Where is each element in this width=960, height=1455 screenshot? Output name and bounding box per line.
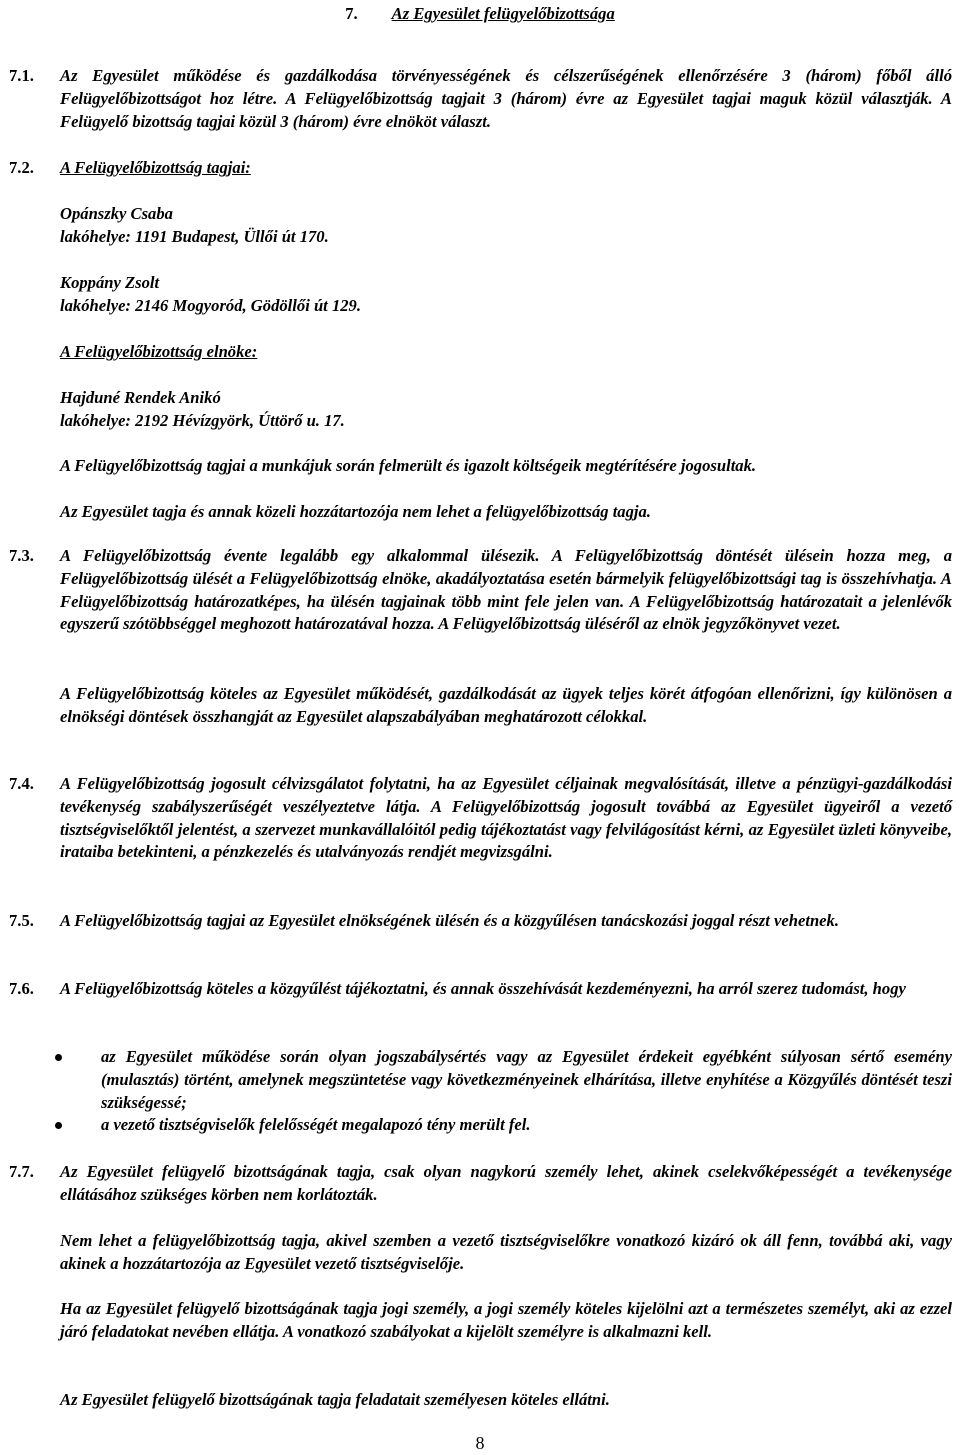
member-address: lakóhelye: 2146 Mogyoród, Gödöllői út 129. [60, 295, 361, 315]
section-number: 7.6. [9, 979, 34, 998]
member-name: Koppány Zsolt [60, 273, 160, 292]
paragraph-relatives [9, 501, 952, 524]
section-number: 7.4. [9, 774, 34, 793]
section-number: 7.2. [9, 158, 34, 177]
section-text: A Felügyelőbizottság évente legalább egy alkalommal ülésezik. A Felügyelőbizottság döntését ülésein hozza meg, a Felügyelőbizottság ülését a Felügyelőbizottság elnöke, akadályoztatása esetén bármelyik felügyelőbizottsági tag is összehívhatja. A Felügyelőbizottság határozatképes, ha ülésén tagjainak több mint fele jelen van. A Felügyelőbizottság határozatait a jelenlévők egyszerű szótöbbséggel meghozott határozatával hozza. A Felügyelőbizottság üléséről az elnök jegyzőkönyvet vezet. [60, 546, 952, 634]
section-number: 7.1. [9, 66, 34, 85]
section-7-4 [9, 773, 952, 864]
paragraph-personal [9, 1389, 952, 1412]
section-number: 7.5. [9, 911, 34, 930]
chapter-number: 7. [345, 4, 358, 23]
section-text: A Felügyelőbizottság tagjai az Egyesület elnökségének ülésén és a közgyűlésen tanácskozási joggal részt vehetnek. [60, 911, 839, 930]
section-7-1 [9, 65, 952, 133]
chapter-heading [0, 3, 960, 26]
member-2 [9, 272, 952, 318]
section-text: A Felügyelőbizottság köteles a közgyűlést tájékoztatni, és annak összehívását kezdeményezni, ha arról szerez tudomást, hogy [60, 979, 906, 998]
chair-name: Hajduné Rendek Anikó [60, 388, 221, 407]
list-item-text: a vezető tisztségviselők felelősségét megalapozó tény merült fel. [101, 1115, 531, 1135]
paragraph-text: Nem lehet a felügyelőbizottság tagja, akivel szemben a vezető tisztségviselőkre vonatkozó kizáró ok áll fenn, továbbá aki, vagy akinek a hozzátartozója az Egyesület vezető tisztségviselője. [60, 1231, 952, 1273]
bullet-icon [55, 1122, 62, 1129]
paragraph-text: A Felügyelőbizottság tagjai a munkájuk során felmerült és igazolt költségeik megtérítésére jogosultak. [60, 456, 757, 475]
section-text: Az Egyesület működése és gazdálkodása törvényességének és célszerűségének ellenőrzésére 3 (három) főből álló Felügyelőbizottságot hoz létre. A Felügyelőbizottság tagjait 3 (három) évre az Egyesület tagjai maguk közül választják. A Felügyelő bizottság tagjai közül 3 (három) évre elnököt választ. [60, 66, 952, 131]
member-1 [9, 203, 952, 249]
section-7-5 [9, 910, 952, 933]
list-item-text: az Egyesület működése során olyan jogszabálysértés vagy az Egyesület érdekeit egyébként súlyosan sértő esemény (mulasztás) történt, amelynek megszüntetése vagy következményeinek elhárítása, illetve enyhítése a Közgyűlés döntését teszi szükségessé; [101, 1047, 952, 1112]
paragraph-text: A Felügyelőbizottság köteles az Egyesület működését, gazdálkodását az ügyek teljes körét átfogóan ellenőrizni, így különösen a elnökségi döntések összhangját az Egyesület alapszabályában meghatározott célokkal. [60, 684, 952, 726]
bullet-list [55, 1046, 952, 1137]
members-title: A Felügyelőbizottság tagjai: [60, 158, 251, 177]
paragraph-text: Az Egyesület felügyelő bizottságának tagja feladatait személyesen köteles ellátni. [60, 1390, 610, 1409]
member-name: Opánszky Csaba [60, 204, 173, 223]
page-number: 8 [475, 1433, 485, 1453]
paragraph-supervision [9, 683, 952, 729]
list-item [55, 1046, 952, 1114]
chair-title-block [9, 341, 952, 364]
list-item [55, 1114, 952, 1137]
section-text: A Felügyelőbizottság jogosult célvizsgálatot folytatni, ha az Egyesület céljainak megvalósítását, illetve a pénzügyi-gazdálkodási tevékenység szabályszerűségét veszélyeztetve látja. A Felügyelőbizottság jogosult továbbá az Egyesület ügyeiről a vezető tisztségviselőktől jelentést, a szervezet munkavállalóitól pedig tájékoztatást vagy felvilágosítást kérni, az Egyesület üzleti könyveibe, irataiba betekinteni, a pénzkezelés és utalványozás rendjét megvizsgálni. [60, 774, 952, 862]
chapter-title: Az Egyesület felügyelőbizottsága [391, 4, 615, 23]
section-7-3 [9, 545, 952, 636]
paragraph-legal-person [9, 1298, 952, 1344]
chair-title: A Felügyelőbizottság elnöke: [60, 342, 258, 361]
paragraph-text: Az Egyesület tagja és annak közeli hozzátartozója nem lehet a felügyelőbizottság tagja. [60, 502, 651, 521]
paragraph-exclusion [9, 1230, 952, 1276]
section-7-7 [9, 1161, 952, 1207]
section-text: Az Egyesület felügyelő bizottságának tagja, csak olyan nagykorú személy lehet, akinek cselekvőképességét a tevékenysége ellátásához szükséges körben nem korlátozták. [60, 1162, 952, 1204]
paragraph-text: Ha az Egyesület felügyelő bizottságának tagja jogi személy, a jogi személy köteles kijelölni azt a természetes személyt, aki az ezzel járó feladatokat nevében ellátja. A vonatkozó szabályokat a kijelölt személyre is alkalmazni kell. [60, 1299, 952, 1341]
section-number: 7.7. [9, 1162, 34, 1181]
chair-address: lakóhelye: 2192 Hévízgyörk, Úttörő u. 17. [60, 410, 345, 430]
bullet-icon [55, 1054, 62, 1061]
section-7-6 [9, 978, 952, 1001]
section-number: 7.3. [9, 546, 34, 565]
paragraph-costs [9, 455, 952, 478]
member-address: lakóhelye: 1191 Budapest, Üllői út 170. [60, 226, 329, 246]
section-7-2 [9, 157, 952, 180]
chair [9, 387, 952, 433]
